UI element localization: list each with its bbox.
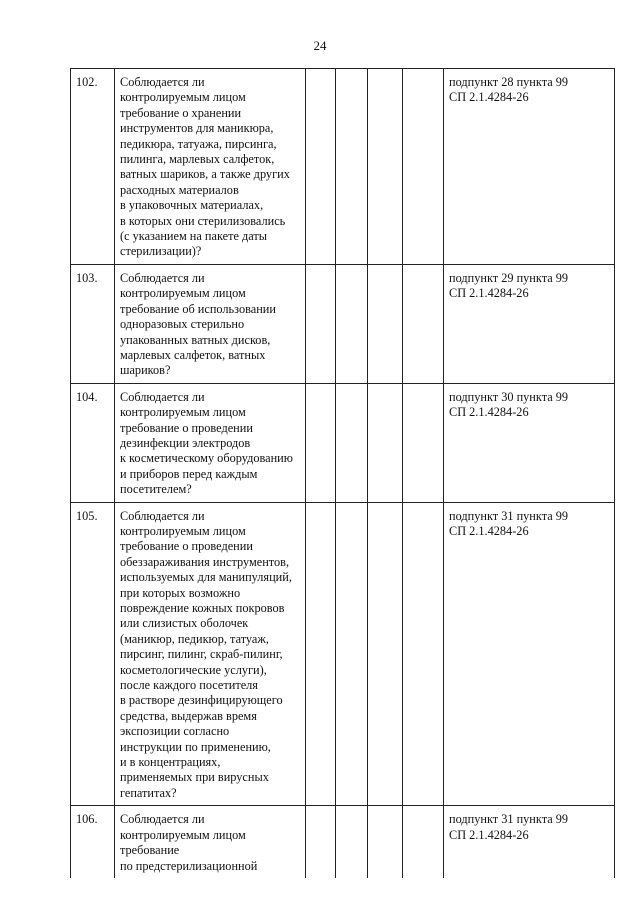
checklist-row [71,502,615,806]
answer-cell [336,69,368,265]
checklist-row [71,383,615,502]
checklist-table [70,68,615,878]
legal-reference: подпункт 31 пункта 99 СП 2.1.4284-26 [444,502,615,806]
answer-cell [306,502,336,806]
answer-cell [306,69,336,265]
row-number: 105. [71,502,115,806]
row-number: 103. [71,264,115,383]
answer-cell [368,806,403,878]
answer-cell [336,383,368,502]
answer-cell [403,69,444,265]
answer-cell [368,502,403,806]
row-number: 102. [71,69,115,265]
requirement-question: Соблюдается ли контролируемым лицом требование о проведении обеззараживания инструментов, используемых для манипуляций, при которых возможно повреждение кожных покровов или слизистых оболочек (маникюр, педикюр, татуаж, пирсинг, пилинг, скраб-пилинг, косметологические услуги), после каждого посетителя в растворе дезинфицирующего средства, выдержав время экспозиции согласно инструкции по применению, и в концентрациях, применяемых при вирусных гепатитах? [115,502,306,806]
answer-cell [403,806,444,878]
answer-cell [368,383,403,502]
checklist-row [71,264,615,383]
legal-reference: подпункт 28 пункта 99 СП 2.1.4284-26 [444,69,615,265]
answer-cell [403,502,444,806]
answer-cell [403,264,444,383]
requirement-question: Соблюдается ли контролируемым лицом требование об использовании одноразовых стерильно упакованных ватных дисков, марлевых салфеток, ватных шариков? [115,264,306,383]
answer-cell [336,264,368,383]
checklist-row [71,806,615,878]
requirement-question: Соблюдается ли контролируемым лицом требование по предстерилизационной [115,806,306,878]
checklist-row [71,69,615,265]
answer-cell [306,264,336,383]
requirement-question: Соблюдается ли контролируемым лицом требование о проведении дезинфекции электродов к косметическому оборудованию и приборов перед каждым посетителем? [115,383,306,502]
page-number: 24 [313,38,327,53]
answer-cell [306,806,336,878]
legal-reference: подпункт 31 пункта 99 СП 2.1.4284-26 [444,806,615,878]
answer-cell [336,806,368,878]
requirement-question: Соблюдается ли контролируемым лицом требование о хранении инструментов для маникюра, педикюра, татуажа, пирсинга, пилинга, марлевых салфеток, ватных шариков, а также других расходных материалов в упаковочных материалах, в которых они стерилизовались (с указанием на пакете даты стерилизации)? [115,69,306,265]
answer-cell [336,502,368,806]
legal-reference: подпункт 30 пункта 99 СП 2.1.4284-26 [444,383,615,502]
legal-reference: подпункт 29 пункта 99 СП 2.1.4284-26 [444,264,615,383]
answer-cell [403,383,444,502]
row-number: 104. [71,383,115,502]
answer-cell [368,69,403,265]
row-number: 106. [71,806,115,878]
answer-cell [306,383,336,502]
answer-cell [368,264,403,383]
